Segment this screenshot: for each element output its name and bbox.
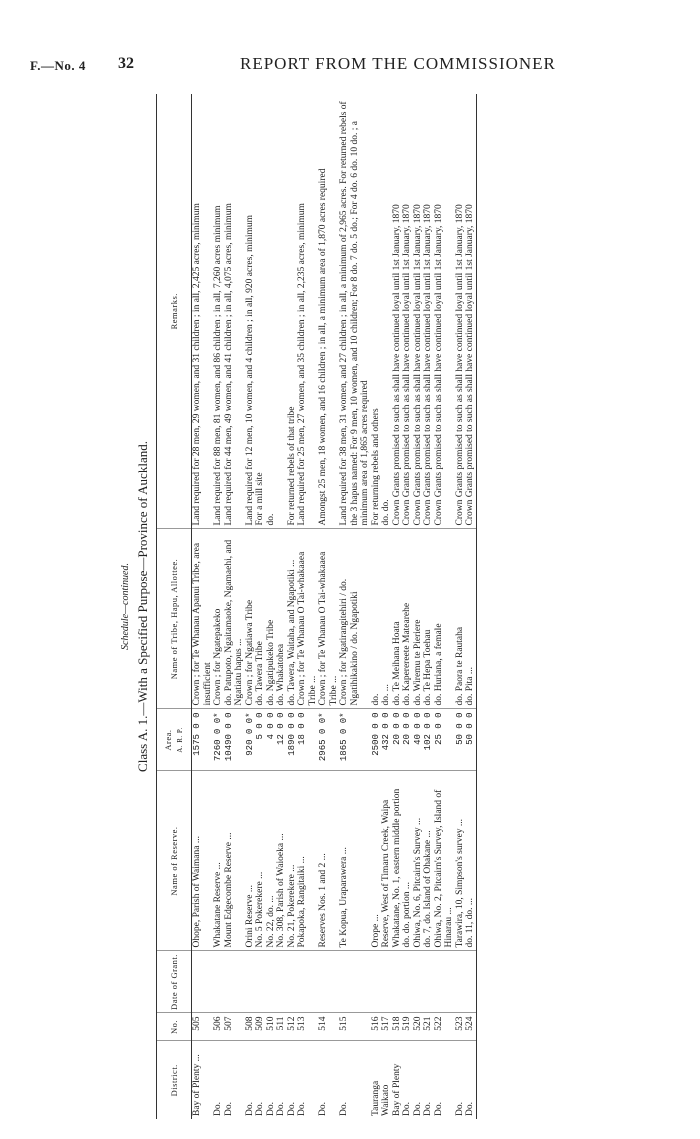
cell-remarks: Land required for 28 men, 29 women, and 31 children ; in all, 2,425 acres, minimum [192, 94, 214, 529]
table-row [224, 94, 245, 1119]
table-row [245, 94, 256, 1119]
table-row [465, 94, 476, 1119]
cell-no: 506 [213, 1013, 224, 1041]
cell-district: Do. [244, 1102, 255, 1116]
cell-reserve: Reserves Nos. 1 and 2 ... [318, 771, 339, 951]
cell-district: Do. [255, 1102, 265, 1116]
table-row [255, 94, 266, 1119]
cell-reserve: Ohope, Parish of Waimana ... [192, 771, 214, 951]
cell-date [255, 951, 266, 1013]
cell-reserve: Whakatane, No. 1, eastern middle portion [392, 771, 403, 951]
cell-remarks: do. [266, 94, 277, 529]
cell-date [423, 951, 434, 1013]
cell-remarks: For returning rebels and others [371, 94, 382, 529]
cell-date [224, 951, 245, 1013]
cell-tribe: Crown ; for Ngatirangitehiri / do. Ngatihikakino / do. Ngapotiki [339, 529, 371, 709]
cell-district: Do. [412, 1102, 423, 1116]
cell-area: 432 0 0 [381, 709, 392, 771]
cell-no: 518 [392, 1013, 403, 1041]
cell-district: Do. [297, 1102, 307, 1116]
cell-remarks: For a mill site [255, 94, 266, 529]
column-header-date: Date of Grant. [157, 951, 192, 1013]
cell-area: 1865 0 0* [339, 709, 371, 771]
table-row [371, 94, 382, 1119]
cell-no: 508 [245, 1013, 256, 1041]
cell-tribe: do. Tawera, Waitaha, and Ngapotiki ... [287, 529, 298, 709]
table-row [381, 94, 392, 1119]
cell-remarks: Amongst 25 men, 18 women, and 16 children ; in all, a minimum area of 1,870 acres required [318, 94, 339, 529]
cell-remarks: Crown Grants promised to such as shall have continued loyal until 1st January, 1870 [413, 94, 424, 529]
cell-area: 12 0 0 [276, 709, 287, 771]
cell-reserve: No. 5 Pokerekere ... [255, 771, 266, 951]
cell-reserve: No. 21, Pokerekere ... [287, 771, 298, 951]
cell-tribe: do. Tawera Tribe [255, 529, 266, 709]
cell-reserve: Ohiwa, No. 6, Pitcairn's Survey ... [413, 771, 424, 951]
page-number: 32 [118, 55, 134, 72]
cell-reserve: Reserve, West of Timaru Creek, Waipa [381, 771, 392, 951]
cell-reserve: Mount Edgecombe Reserve ... [224, 771, 245, 951]
cell-no: 521 [423, 1013, 434, 1041]
table-row [339, 94, 371, 1119]
cell-remarks: Crown Grants promised to such as shall have continued loyal until 1st January, 1870 [465, 94, 476, 529]
cell-remarks: Crown Grants promised to such as shall have continued loyal until 1st January, 1870 [434, 94, 455, 529]
cell-no: 511 [276, 1013, 287, 1041]
cell-date [392, 951, 403, 1013]
table-header-row [157, 94, 192, 1119]
cell-tribe: do. Te Hepa Toehau [423, 529, 434, 709]
cell-district: Do. [265, 1102, 276, 1116]
cell-no: 505 [192, 1013, 214, 1041]
cell-remarks: Crown Grants promised to such as shall have continued loyal until 1st January, 1870 [455, 94, 466, 529]
cell-area: 920 0 0* [245, 709, 256, 771]
cell-area: 4 0 0 [266, 709, 277, 771]
cell-tribe: do. ... [381, 529, 392, 709]
cell-area: 5 0 0 [255, 709, 266, 771]
cell-district: Do. [339, 1102, 349, 1116]
cell-area: 50 0 0 [455, 709, 466, 771]
cell-remarks: Land required for 25 men, 27 women, and 35 children ; in all, 2,235 acres, minimum [297, 94, 318, 529]
cell-no: 515 [339, 1013, 371, 1041]
table-row [413, 94, 424, 1119]
cell-date [381, 951, 392, 1013]
cell-area: 10490 0 0 [224, 709, 245, 771]
cell-no: 509 [255, 1013, 266, 1041]
cell-district: Do. [213, 1102, 223, 1116]
cell-date [276, 951, 287, 1013]
cell-tribe: do. Whakatohea [276, 529, 287, 709]
cell-no: 513 [297, 1013, 318, 1041]
cell-tribe: do. Patupoto, Ngaitamaoke, Ngamaehi, and Ngatiatu hapus ... [224, 529, 245, 709]
cell-date [413, 951, 424, 1013]
cell-district: Do. [286, 1102, 297, 1116]
cell-tribe: do. Huriana, a female [434, 529, 455, 709]
table-body [192, 94, 477, 1119]
cell-remarks: Land required for 12 men, 10 women, and 4 children ; in all, 920 acres, minimum [245, 94, 256, 529]
cell-no: 510 [266, 1013, 277, 1041]
cell-district: Do. [423, 1102, 433, 1116]
cell-reserve: do. do. portion ... [402, 771, 413, 951]
cell-reserve: do. 7, do. Island of Ohakane ... [423, 771, 434, 951]
cell-date [192, 951, 214, 1013]
column-header-tribe: Name of Tribe, Hapu, Allottee. [157, 529, 192, 709]
cell-reserve: Tarawira, 10, Simpson's survey ... [455, 771, 466, 951]
cell-date [371, 951, 382, 1013]
table-row [392, 94, 403, 1119]
cell-district: Waikato [381, 1084, 391, 1116]
cell-district: Bay of Plenty [391, 1063, 402, 1116]
cell-date [402, 951, 413, 1013]
cell-district: Do. [276, 1102, 286, 1116]
cell-remarks [276, 94, 287, 529]
cell-district: Do. [454, 1102, 465, 1116]
table-row [434, 94, 455, 1119]
cell-tribe: do. Kaperereete Matearehe [402, 529, 413, 709]
table-row [455, 94, 466, 1119]
cell-reserve: Pokapoka, Rangitaiki ... [297, 771, 318, 951]
cell-tribe: Crown ; for Te Whanau O Tai-whakaaea Tribe ... [318, 529, 339, 709]
cell-remarks: Crown Grants promised to such as shall have continued loyal until 1st January, 1870 [392, 94, 403, 529]
cell-area: 18 0 0 [297, 709, 318, 771]
table-row [287, 94, 298, 1119]
cell-date [266, 951, 277, 1013]
cell-date [245, 951, 256, 1013]
reserves-table [156, 94, 477, 1119]
cell-no: 516 [371, 1013, 382, 1041]
cell-no: 514 [318, 1013, 339, 1041]
cell-district: Do. [223, 1102, 234, 1116]
cell-no: 523 [455, 1013, 466, 1041]
cell-reserve: No. 308, Parish of Waioeka ... [276, 771, 287, 951]
cell-district: Bay of Plenty ... [192, 1054, 202, 1116]
cell-district: Do. [433, 1102, 444, 1116]
area-label: Area. [162, 729, 173, 751]
cell-no: 517 [381, 1013, 392, 1041]
table-row [192, 94, 214, 1119]
cell-tribe: Crown ; for Ngatepakeko [213, 529, 224, 709]
rotated-schedule-table [120, 94, 610, 1119]
column-header-area [157, 709, 192, 771]
cell-remarks: Land required for 38 men, 31 women, and 27 children ; in all, a minimum of 2,965 acres. For returned rebels of the 3 hapus named: For 9 men, 10 women, and 10 children; For 8 do. 7 do. 5 do.; For 4 do. 6 do. 10 do. ; a minimum area of 1,865 acres required [339, 94, 371, 529]
cell-tribe: do. Wiremu te Pieriere [413, 529, 424, 709]
cell-tribe: do. Paora te Rautaha [455, 529, 466, 709]
cell-date [287, 951, 298, 1013]
cell-no: 524 [465, 1013, 476, 1041]
cell-remarks: do. do. [381, 94, 392, 529]
cell-tribe: Crown ; for Te Whanau Apanui Tribe, area insufficient [192, 529, 214, 709]
cell-tribe: do. Te Meihana Hoata [392, 529, 403, 709]
cell-district: Do. [318, 1102, 328, 1116]
cell-reserve: Orope ... [371, 771, 382, 951]
cell-reserve: Orini Reserve ... [245, 771, 256, 951]
cell-tribe: do. Pita ... [465, 529, 476, 709]
cell-tribe: Crown ; for Te Whanau O Tai-whakaaea Tribe ... [297, 529, 318, 709]
cell-date [297, 951, 318, 1013]
cell-district: Do. [402, 1102, 412, 1116]
cell-date [339, 951, 371, 1013]
table-row [318, 94, 339, 1119]
cell-area: 25 0 0 [434, 709, 455, 771]
cell-area: 7260 0 0* [213, 709, 224, 771]
cell-district: Tauranga [370, 1080, 381, 1116]
table-row [423, 94, 434, 1119]
cell-area: 1575 0 0 [192, 709, 214, 771]
cell-remarks: For returned rebels of that tribe [287, 94, 298, 529]
column-header-no: No. [157, 1013, 192, 1041]
table-row [266, 94, 277, 1119]
column-header-remarks: Remarks. [157, 94, 192, 529]
cell-reserve: Ohiwa, No. 2, Pitcairn's Survey, Island of Hinarau ... [434, 771, 455, 951]
cell-remarks: Crown Grants promised to such as shall have continued loyal until 1st January, 1870 [402, 94, 413, 529]
cell-remarks: Crown Grants promised to such as shall have continued loyal until 1st January, 1870 [423, 94, 434, 529]
cell-tribe: Crown ; for Ngatiawa Tribe [245, 529, 256, 709]
cell-tribe: do. Ngatipukeko Tribe [266, 529, 277, 709]
cell-remarks: Land required for 44 men, 49 women, and 41 children ; in all, 4,075 acres, minimum [224, 94, 245, 529]
table-row [297, 94, 318, 1119]
column-header-district: District. [157, 1041, 192, 1119]
cell-tribe: do. [371, 529, 382, 709]
cell-area: 50 0 0 [465, 709, 476, 771]
cell-area: 2500 0 0 [371, 709, 382, 771]
cell-date [455, 951, 466, 1013]
page-header [0, 0, 700, 90]
table-row [276, 94, 287, 1119]
area-units: A. R. P. [175, 727, 184, 753]
cell-remarks: Land required for 88 men, 81 women, and 86 children ; in all, 7,260 acres minimum [213, 94, 224, 529]
class-heading: Class A. 1.—With a Specified Purpose—Province of Auckland. [135, 441, 150, 772]
cell-no: 522 [434, 1013, 455, 1041]
table-row [402, 94, 413, 1119]
cell-area: 20 0 0 [392, 709, 403, 771]
cell-area: 20 0 0 [402, 709, 413, 771]
cell-no: 507 [224, 1013, 245, 1041]
cell-no: 512 [287, 1013, 298, 1041]
cell-date [465, 951, 476, 1013]
cell-district: Do. [465, 1041, 476, 1119]
cell-reserve: Te Kopua, Uraparawera ... [339, 771, 371, 951]
document-reference: F.—No. 4 [30, 58, 86, 73]
cell-date [318, 951, 339, 1013]
schedule-heading: Schedule—continued. [120, 563, 131, 650]
cell-no: 519 [402, 1013, 413, 1041]
cell-reserve: do. 11, do. ... [465, 771, 476, 951]
cell-area: 40 0 0 [413, 709, 424, 771]
page-title: REPORT FROM THE COMMISSIONER [240, 54, 556, 73]
cell-area: 2965 0 0* [318, 709, 339, 771]
cell-date [434, 951, 455, 1013]
cell-reserve: Whakatane Reserve ... [213, 771, 224, 951]
cell-reserve: No. 22, do. ... [266, 771, 277, 951]
cell-area: 1890 0 0 [287, 709, 298, 771]
table-row [213, 94, 224, 1119]
column-header-reserve: Name of Reserve. [157, 771, 192, 951]
cell-no: 520 [413, 1013, 424, 1041]
cell-date [213, 951, 224, 1013]
cell-area: 102 0 0 [423, 709, 434, 771]
